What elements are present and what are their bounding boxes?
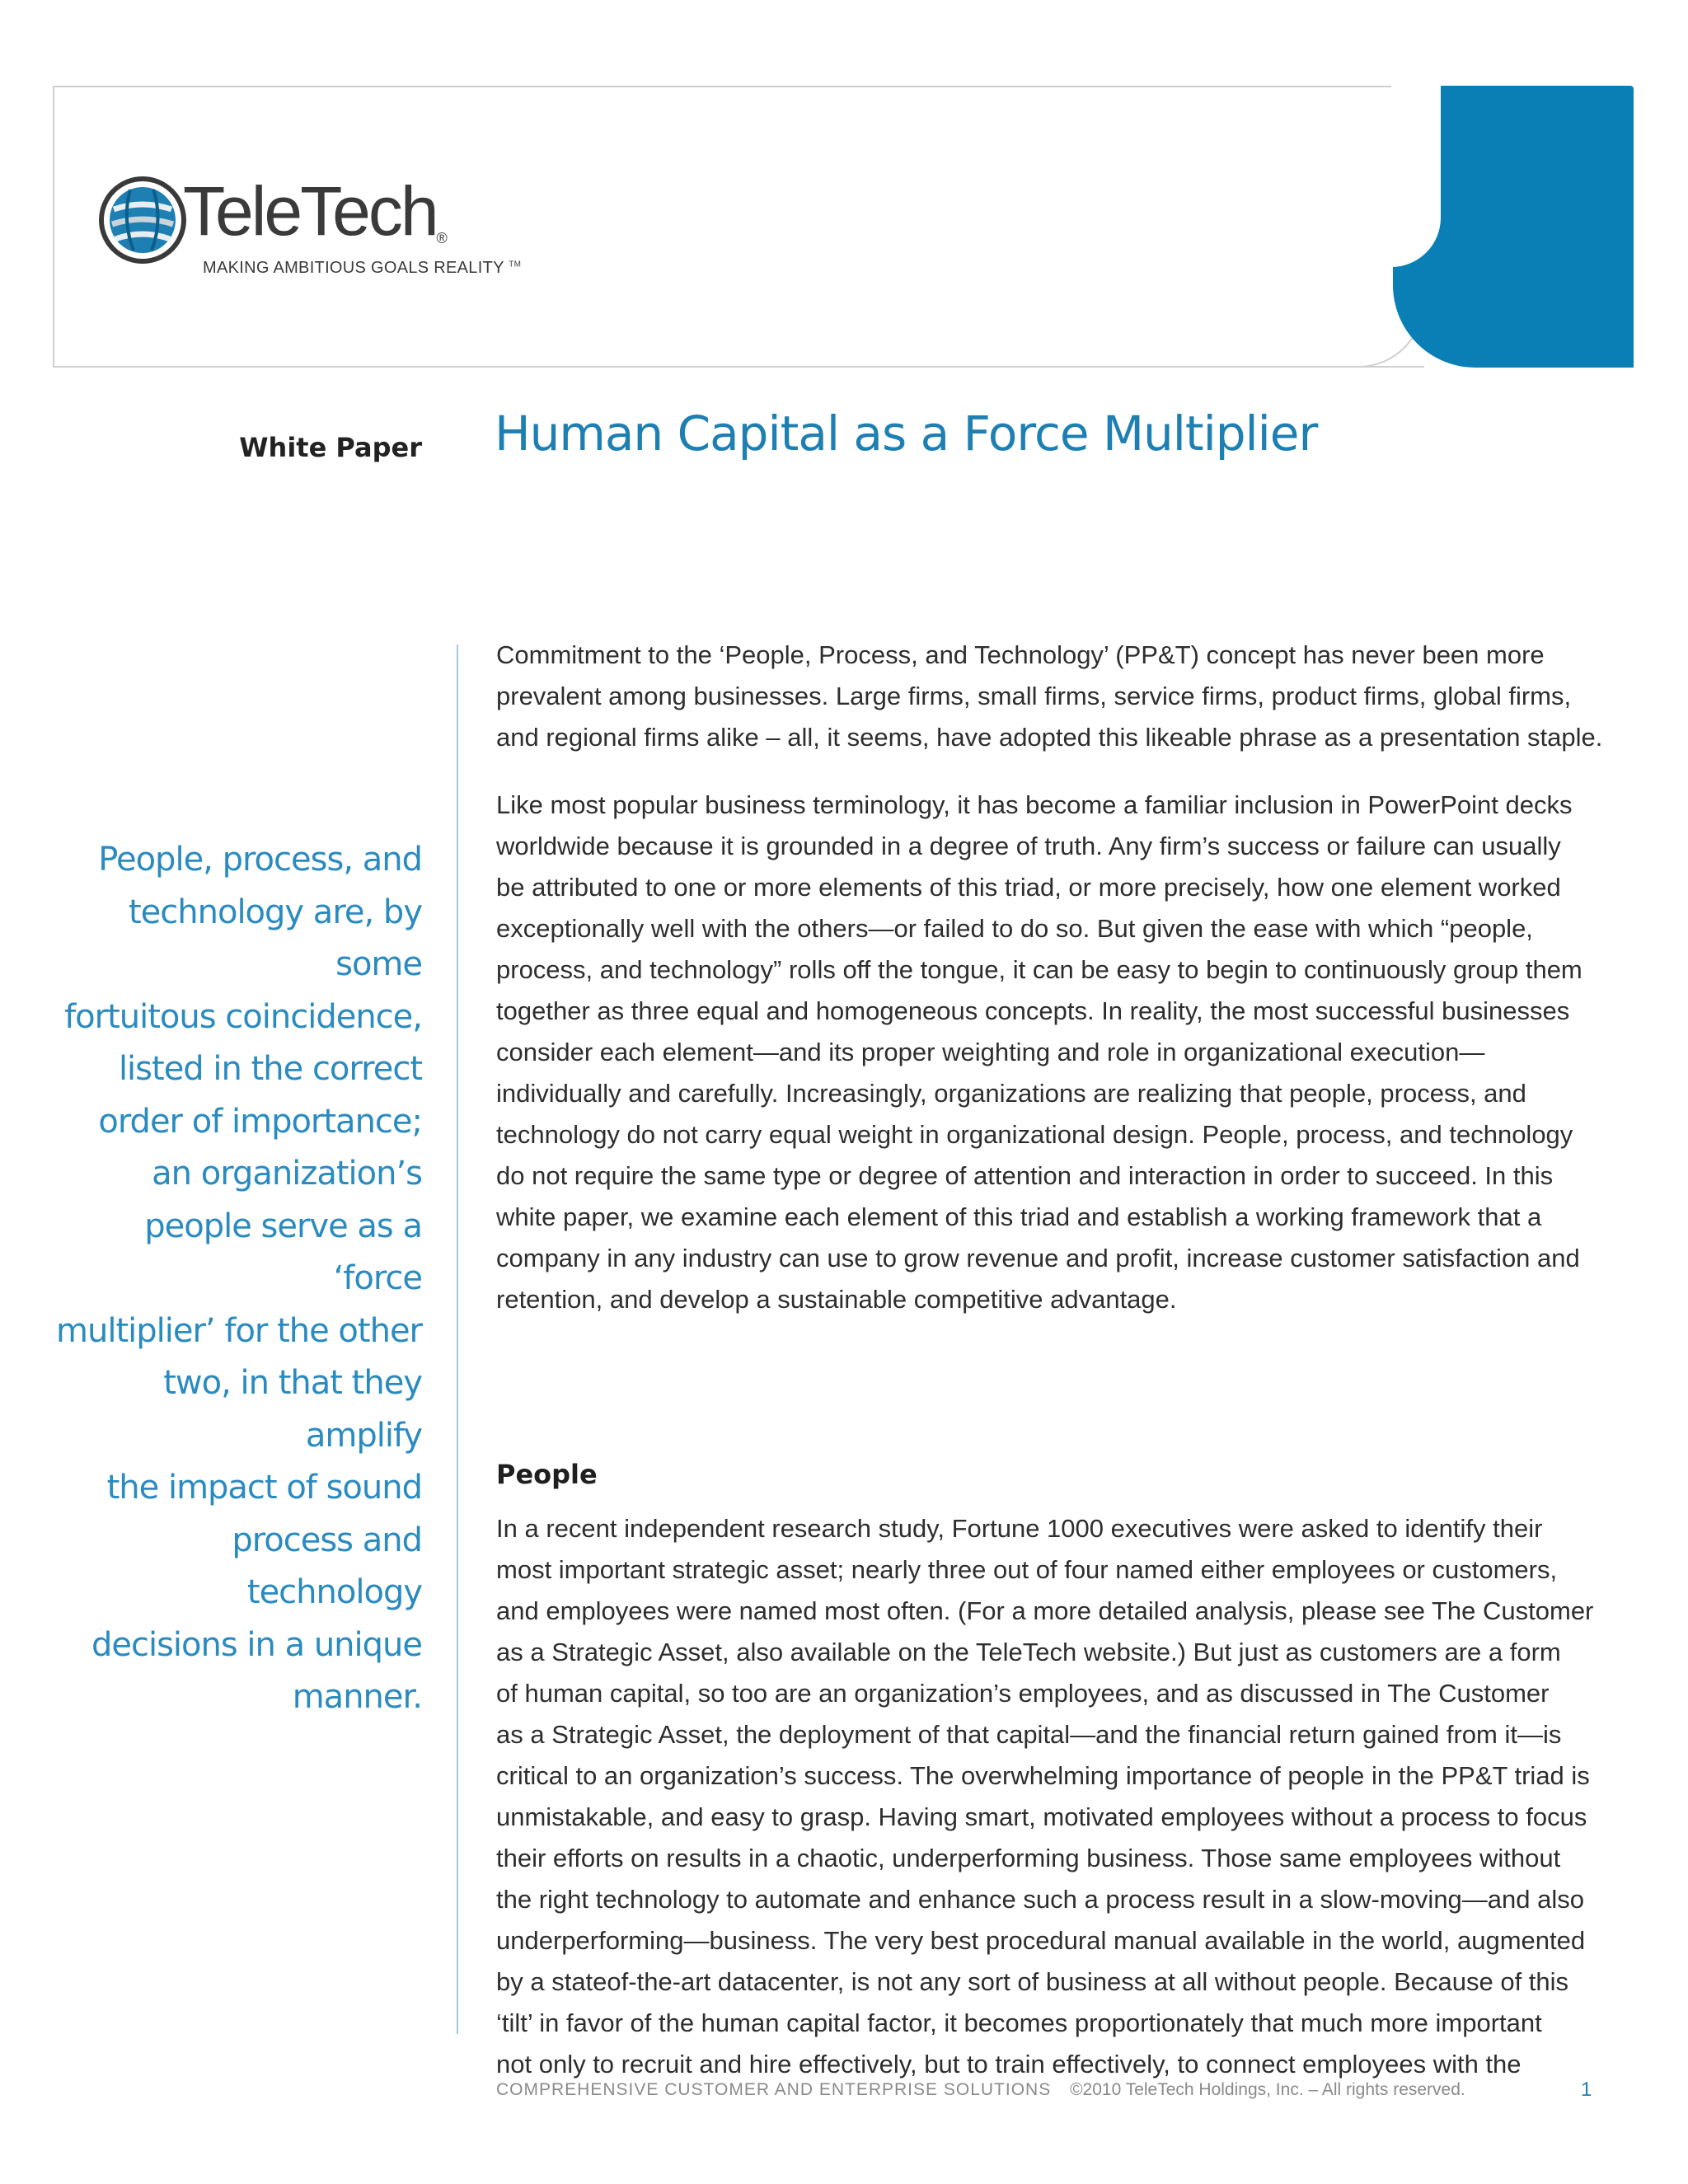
intro-paragraph-1: [496, 635, 1602, 758]
text-line: consider each element—and its proper weighting and role in organizational execution—: [496, 1038, 1485, 1066]
text-line: and employees were named most often. (For a more detailed analysis, please see The Customer: [496, 1596, 1594, 1625]
text-line: by a stateof-the-art datacenter, is not any sort of business at all without people. Because of this: [496, 1967, 1569, 1996]
text-line: process, and technology” rolls off the tongue, it can be easy to begin to continuously group them: [496, 955, 1582, 984]
pull-quote-line: fortuitous coincidence,: [64, 997, 422, 1036]
text-line: as a Strategic Asset, the deployment of that capital—and the financial return gained from it—is: [496, 1720, 1562, 1749]
text-line: as a Strategic Asset, also available on the TeleTech website.) But just as customers are a form: [496, 1638, 1561, 1666]
pull-quote: [49, 834, 422, 1724]
text-line: and regional firms alike – all, it seems, have adopted this likeable phrase as a presentation staple.: [496, 723, 1603, 752]
text-line: technology do not carry equal weight in organizational design. People, process, and technology: [496, 1120, 1573, 1149]
people-paragraph: [496, 1508, 1593, 2085]
tagline-trademark: TM: [509, 260, 522, 269]
text-line: individually and carefully. Increasingly, organizations are realizing that people, process, and: [496, 1079, 1526, 1108]
footer-tagline: COMPREHENSIVE CUSTOMER AND ENTERPRISE SOLUTIONS: [496, 2080, 1052, 2099]
column-divider: [457, 644, 458, 2034]
text-line: unmistakable, and easy to grasp. Having smart, motivated employees without a process to focus: [496, 1802, 1587, 1831]
text-line: of human capital, so too are an organization’s employees, and as discussed in The Customer: [496, 1679, 1550, 1708]
pull-quote-line: manner.: [292, 1678, 422, 1716]
text-line: underperforming—business. The very best procedural manual available in the world, augmented: [496, 1926, 1586, 1955]
text-line: Like most popular business terminology, it has become a familiar inclusion in PowerPoint decks: [496, 790, 1573, 819]
text-line: do not require the same type or degree of attention and interaction in order to succeed. In this: [496, 1161, 1554, 1190]
pull-quote-line: decisions in a unique: [91, 1625, 422, 1664]
page-title: Human Capital as a Force Multiplier: [495, 405, 1318, 462]
tagline-text: MAKING AMBITIOUS GOALS REALITY: [203, 259, 504, 277]
text-line: Commitment to the ‘People, Process, and Technology’ (PP&T) concept has never been more: [496, 640, 1545, 669]
text-line: be attributed to one or more elements of this triad, or more precisely, how one element worked: [496, 873, 1561, 902]
text-line: ‘tilt’ in favor of the human capital factor, it becomes proportionately that much more important: [496, 2008, 1542, 2037]
logo-registered-mark: ®: [436, 230, 448, 246]
pull-quote-line: technology are, by some: [128, 893, 422, 983]
text-line: prevalent among businesses. Large firms, small firms, service firms, product firms, global firms,: [496, 682, 1572, 710]
text-line: white paper, we examine each element of this triad and establish a working framework that a: [496, 1202, 1542, 1231]
pull-quote-line: multiplier’ for the other: [56, 1311, 422, 1350]
logo-text: TeleTech: [183, 172, 437, 250]
pull-quote-line: People, process, and: [98, 841, 422, 879]
pull-quote-line: two, in that they amplify: [163, 1364, 422, 1455]
page-number: 1: [1581, 2079, 1592, 2101]
intro-paragraph-2: [496, 785, 1582, 1320]
text-line: together as three equal and homogeneous concepts. In reality, the most successful businesses: [496, 996, 1570, 1025]
pull-quote-line: an organization’s: [152, 1155, 422, 1193]
text-line: critical to an organization’s success. The overwhelming importance of people in the PP&T triad is: [496, 1761, 1590, 1790]
logo-tagline: [203, 259, 521, 278]
text-line: most important strategic asset; nearly three out of four named either employees or customers,: [496, 1555, 1558, 1584]
text-line: not only to recruit and hire effectively, but to train effectively, to connect employees with the: [496, 2050, 1522, 2079]
pull-quote-line: the impact of sound: [106, 1469, 422, 1507]
section-heading-people: People: [496, 1459, 598, 1490]
page-footer: [496, 2080, 1592, 2100]
pull-quote-line: process and technology: [232, 1521, 422, 1611]
text-line: In a recent independent research study, Fortune 1000 executives were asked to identify their: [496, 1514, 1543, 1543]
teletech-logo: [97, 173, 526, 288]
text-line: the right technology to automate and enhance such a process result in a slow-moving—and also: [496, 1885, 1584, 1914]
text-line: exceptionally well with the others—or failed to do so. But given the ease with which “people,: [496, 914, 1533, 943]
text-line: their efforts on results in a chaotic, underperforming business. Those same employees without: [496, 1844, 1561, 1872]
document-type-label: White Paper: [239, 432, 422, 463]
text-line: retention, and develop a sustainable competitive advantage.: [496, 1285, 1177, 1314]
header-accent-tab: [1393, 86, 1634, 368]
logo-wordmark: [183, 172, 448, 250]
globe-logo-icon: [97, 175, 188, 265]
text-line: company in any industry can use to grow revenue and profit, increase customer satisfaction and: [496, 1244, 1580, 1272]
pull-quote-line: listed in the correct: [118, 1050, 422, 1088]
pull-quote-line: people serve as a ‘force: [144, 1207, 422, 1297]
text-line: worldwide because it is grounded in a degree of truth. Any firm’s success or failure can usually: [496, 832, 1561, 860]
footer-copyright: ©2010 TeleTech Holdings, Inc. – All rights reserved.: [1070, 2080, 1465, 2099]
pull-quote-line: order of importance;: [98, 1102, 422, 1141]
